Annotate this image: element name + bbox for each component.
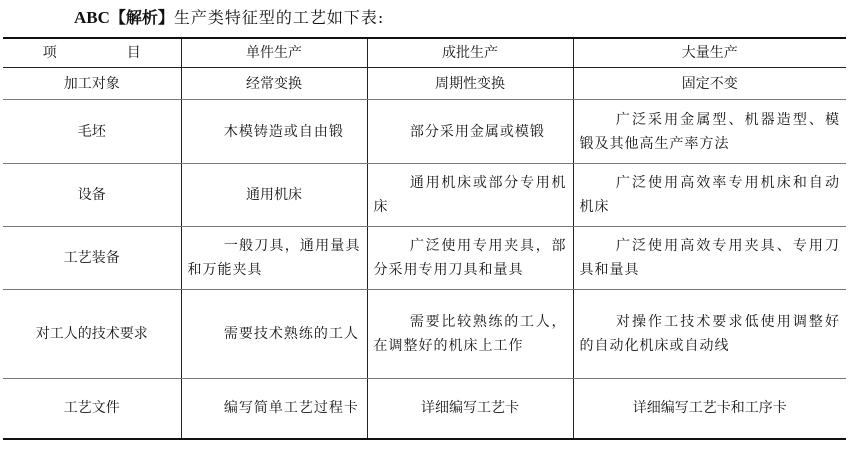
column-header-mass: 大量生产 bbox=[573, 38, 846, 68]
cell-batch: 广泛使用专用夹具，部分采用专用刀具和量具 bbox=[373, 238, 567, 278]
cell-single: 一般刀具，通用量具和万能夹具 bbox=[187, 238, 361, 278]
row-label: 毛坯 bbox=[3, 100, 181, 164]
cell-mass: 详细编写工艺卡和工序卡 bbox=[573, 379, 846, 439]
cell-single: 需要技术熟练的工人 bbox=[223, 326, 359, 342]
answer-options: ABC bbox=[74, 8, 110, 27]
cell-single: 经常变换 bbox=[181, 68, 367, 100]
cell-mass: 固定不变 bbox=[573, 68, 846, 100]
page-heading bbox=[74, 6, 384, 30]
cell-single: 通用机床 bbox=[181, 164, 367, 227]
analysis-tag: 【解析】 bbox=[109, 8, 174, 27]
table-row bbox=[3, 100, 846, 164]
cell-batch: 部分采用金属或模锻 bbox=[409, 123, 545, 140]
row-label: 对工人的技术要求 bbox=[3, 290, 181, 379]
table-header-row bbox=[3, 38, 846, 68]
cell-single: 编写简单工艺过程卡 bbox=[223, 400, 359, 417]
table-row bbox=[3, 290, 846, 379]
column-header-single-piece: 单件生产 bbox=[181, 38, 367, 68]
column-header-batch: 成批生产 bbox=[367, 38, 573, 68]
row-label: 工艺装备 bbox=[3, 227, 181, 290]
row-label: 工艺文件 bbox=[3, 379, 181, 439]
cell-mass: 对操作工技术要求低使用调整好的自动化机床或自动线 bbox=[579, 314, 840, 354]
cell-batch: 详细编写工艺卡 bbox=[367, 379, 573, 439]
heading-text: 生产类特征型的工艺如下表: bbox=[173, 8, 385, 27]
cell-mass: 广泛采用金属型、机器造型、模锻及其他高生产率方法 bbox=[579, 111, 840, 152]
table-row bbox=[3, 379, 846, 439]
table-row bbox=[3, 164, 846, 227]
row-label: 加工对象 bbox=[3, 68, 181, 100]
table-row bbox=[3, 68, 846, 100]
table-row bbox=[3, 227, 846, 290]
process-characteristics-table bbox=[3, 37, 846, 440]
cell-mass: 广泛使用高效率专用机床和自动机床 bbox=[579, 175, 840, 215]
cell-single: 木模铸造或自由锻 bbox=[223, 123, 344, 140]
row-label: 设备 bbox=[3, 164, 181, 227]
cell-mass: 广泛使用高效专用夹具、专用刀具和量具 bbox=[579, 238, 840, 278]
column-header-item: 项 目 bbox=[3, 38, 181, 68]
cell-batch: 周期性变换 bbox=[367, 68, 573, 100]
cell-batch: 需要比较熟练的工人，在调整好的机床上工作 bbox=[373, 314, 567, 354]
cell-batch: 通用机床或部分专用机床 bbox=[373, 175, 567, 215]
